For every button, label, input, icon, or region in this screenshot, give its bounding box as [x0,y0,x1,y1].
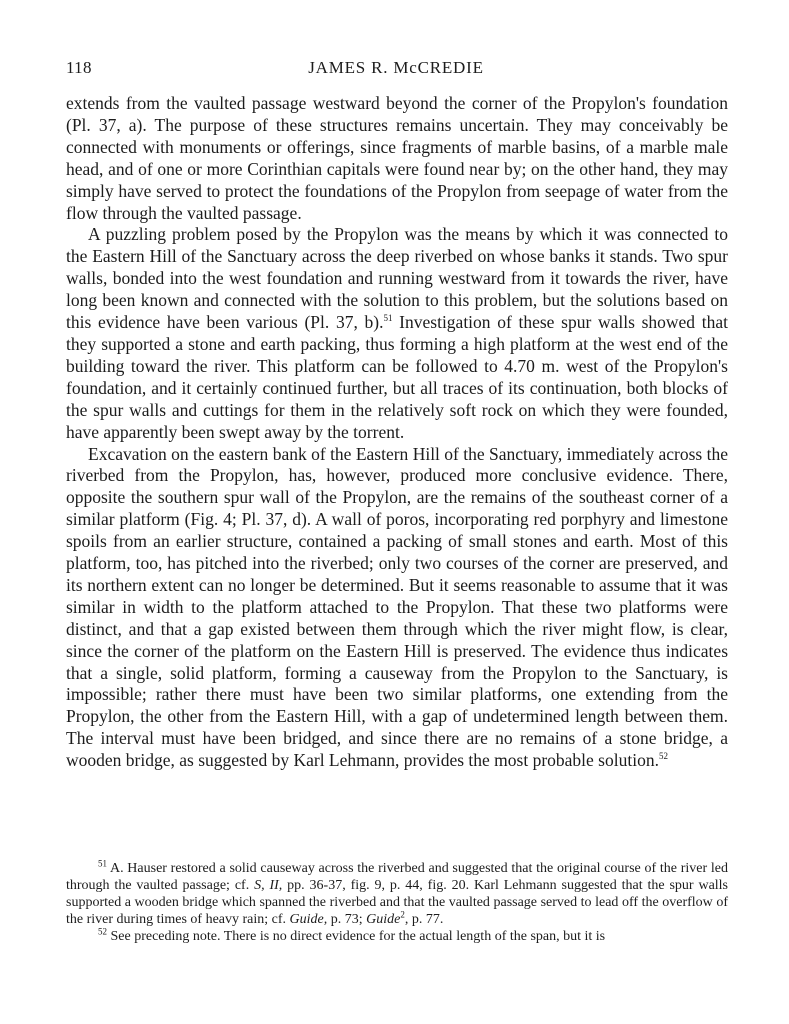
body-text [66,93,728,772]
footnote-52-text: See preceding note. There is no direct evidence for the actual length of the span, but it is [107,928,606,944]
footnote-52 [66,925,728,946]
paragraph-2-text-a: A puzzling problem posed by the Propylon was the means by which it was connected to the Eastern Hill of the Sanctuary across the deep riverbed on whose banks it stands. Two spur walls, bonded into the west foundation and running westward from it towards the river, have long been known and connected with the solution to this problem, but the solutions based on this evidence have been various (Pl. 37, b). [66,224,728,333]
paragraph-2 [66,224,728,443]
footnote-51 [66,858,729,929]
footnote-ref-52[interactable]: 52 [658,751,668,762]
footnote-51-text-a: A. Hauser restored a solid causeway across the riverbed and suggested that the original course of the river led through the vaulted passage; cf. [66,861,728,893]
footnote-51-text-c: p. 73; [327,911,367,927]
footnote-51-italic-3: Guide [366,911,401,927]
paragraph-3-text: Excavation on the eastern bank of the Eastern Hill of the Sanctuary, immediately across the riverbed from the Propylon, has, however, produced more conclusive evidence. There, opposite the southern spur wall of the Propylon, are the remains of the southeast corner of a similar platform (Fig. 4; Pl. 37, d). A wall of poros, incorporating red porphyry and limestone spoils from an earlier structure, contained a packing of small stones and earth. Most of this platform, too, has pitched into the riverbed; only two courses of the corner are preserved, and its northern extent can no longer be determined. But it seems reasonable to assume that it was similar in width to the platform attached to the Propylon. That these two platforms were distinct, and that a gap existed between them through which the river might flow, is clear, since the corner of the platform on the Eastern Hill is preserved. The evidence thus indicates that a single, solid platform, forming a causeway from the Propylon to the Sanctuary, is impossible; rather there must have been two similar platforms, one extending from the Propylon, the other from the Eastern Hill, with a gap of undetermined length between them. The interval must have been bridged, and since there are no remains of a stone bridge, a wooden bridge, as suggested by Karl Lehmann, provides the most probable solution. [66,443,728,771]
running-head: JAMES R. McCREDIE [308,58,484,77]
footnote-ref-51[interactable]: 51 [383,313,393,324]
footnote-51-italic-2: Guide, [289,911,328,927]
paragraph-3 [66,444,728,773]
footnote-52-number: 52 [98,925,107,936]
page-header [66,54,726,80]
footnote-51-italic-1: S, II, [254,877,283,893]
footnote-51-text-d: , p. 77. [404,911,444,927]
footnote-51-superscript: 2 [400,909,405,920]
paragraph-1: extends from the vaulted passage westward beyond the corner of the Propylon's foundation (Pl. 37, a). The purpose of these structures remains uncertain. They may conceivably be connected with monuments or offerings, since fragments of marble basins, of a marble male head, and of one or more Corinthian capitals were found near by; on the other hand, they may simply have served to protect the foundations of the Propylon from seepage of water from the flow through the vaulted passage. [66,93,728,223]
footnote-51-text-b: pp. 36-37, fig. 9, p. 44, fig. 20. Karl Lehmann suggested that the spur walls supported a wooden bridge which spanned the riverbed and that the vaulted passage served to lead off the overflow of the river during times of heavy rain; cf. [66,877,729,927]
page-number: 118 [66,58,92,77]
footnote-51-number: 51 [98,858,107,869]
footnotes [66,858,729,946]
paragraph-2-text-b: Investigation of these spur walls showed that they supported a stone and earth packing, thus forming a high platform at the west end of the building toward the river. This platform can be followed to 4.70 m. west of the Propylon's foundation, and it certainly continued further, but all traces of its continuation, both blocks of the spur walls and cuttings for them in the relatively soft rock on which they were founded, have apparently been swept away by the torrent. [66,312,728,442]
